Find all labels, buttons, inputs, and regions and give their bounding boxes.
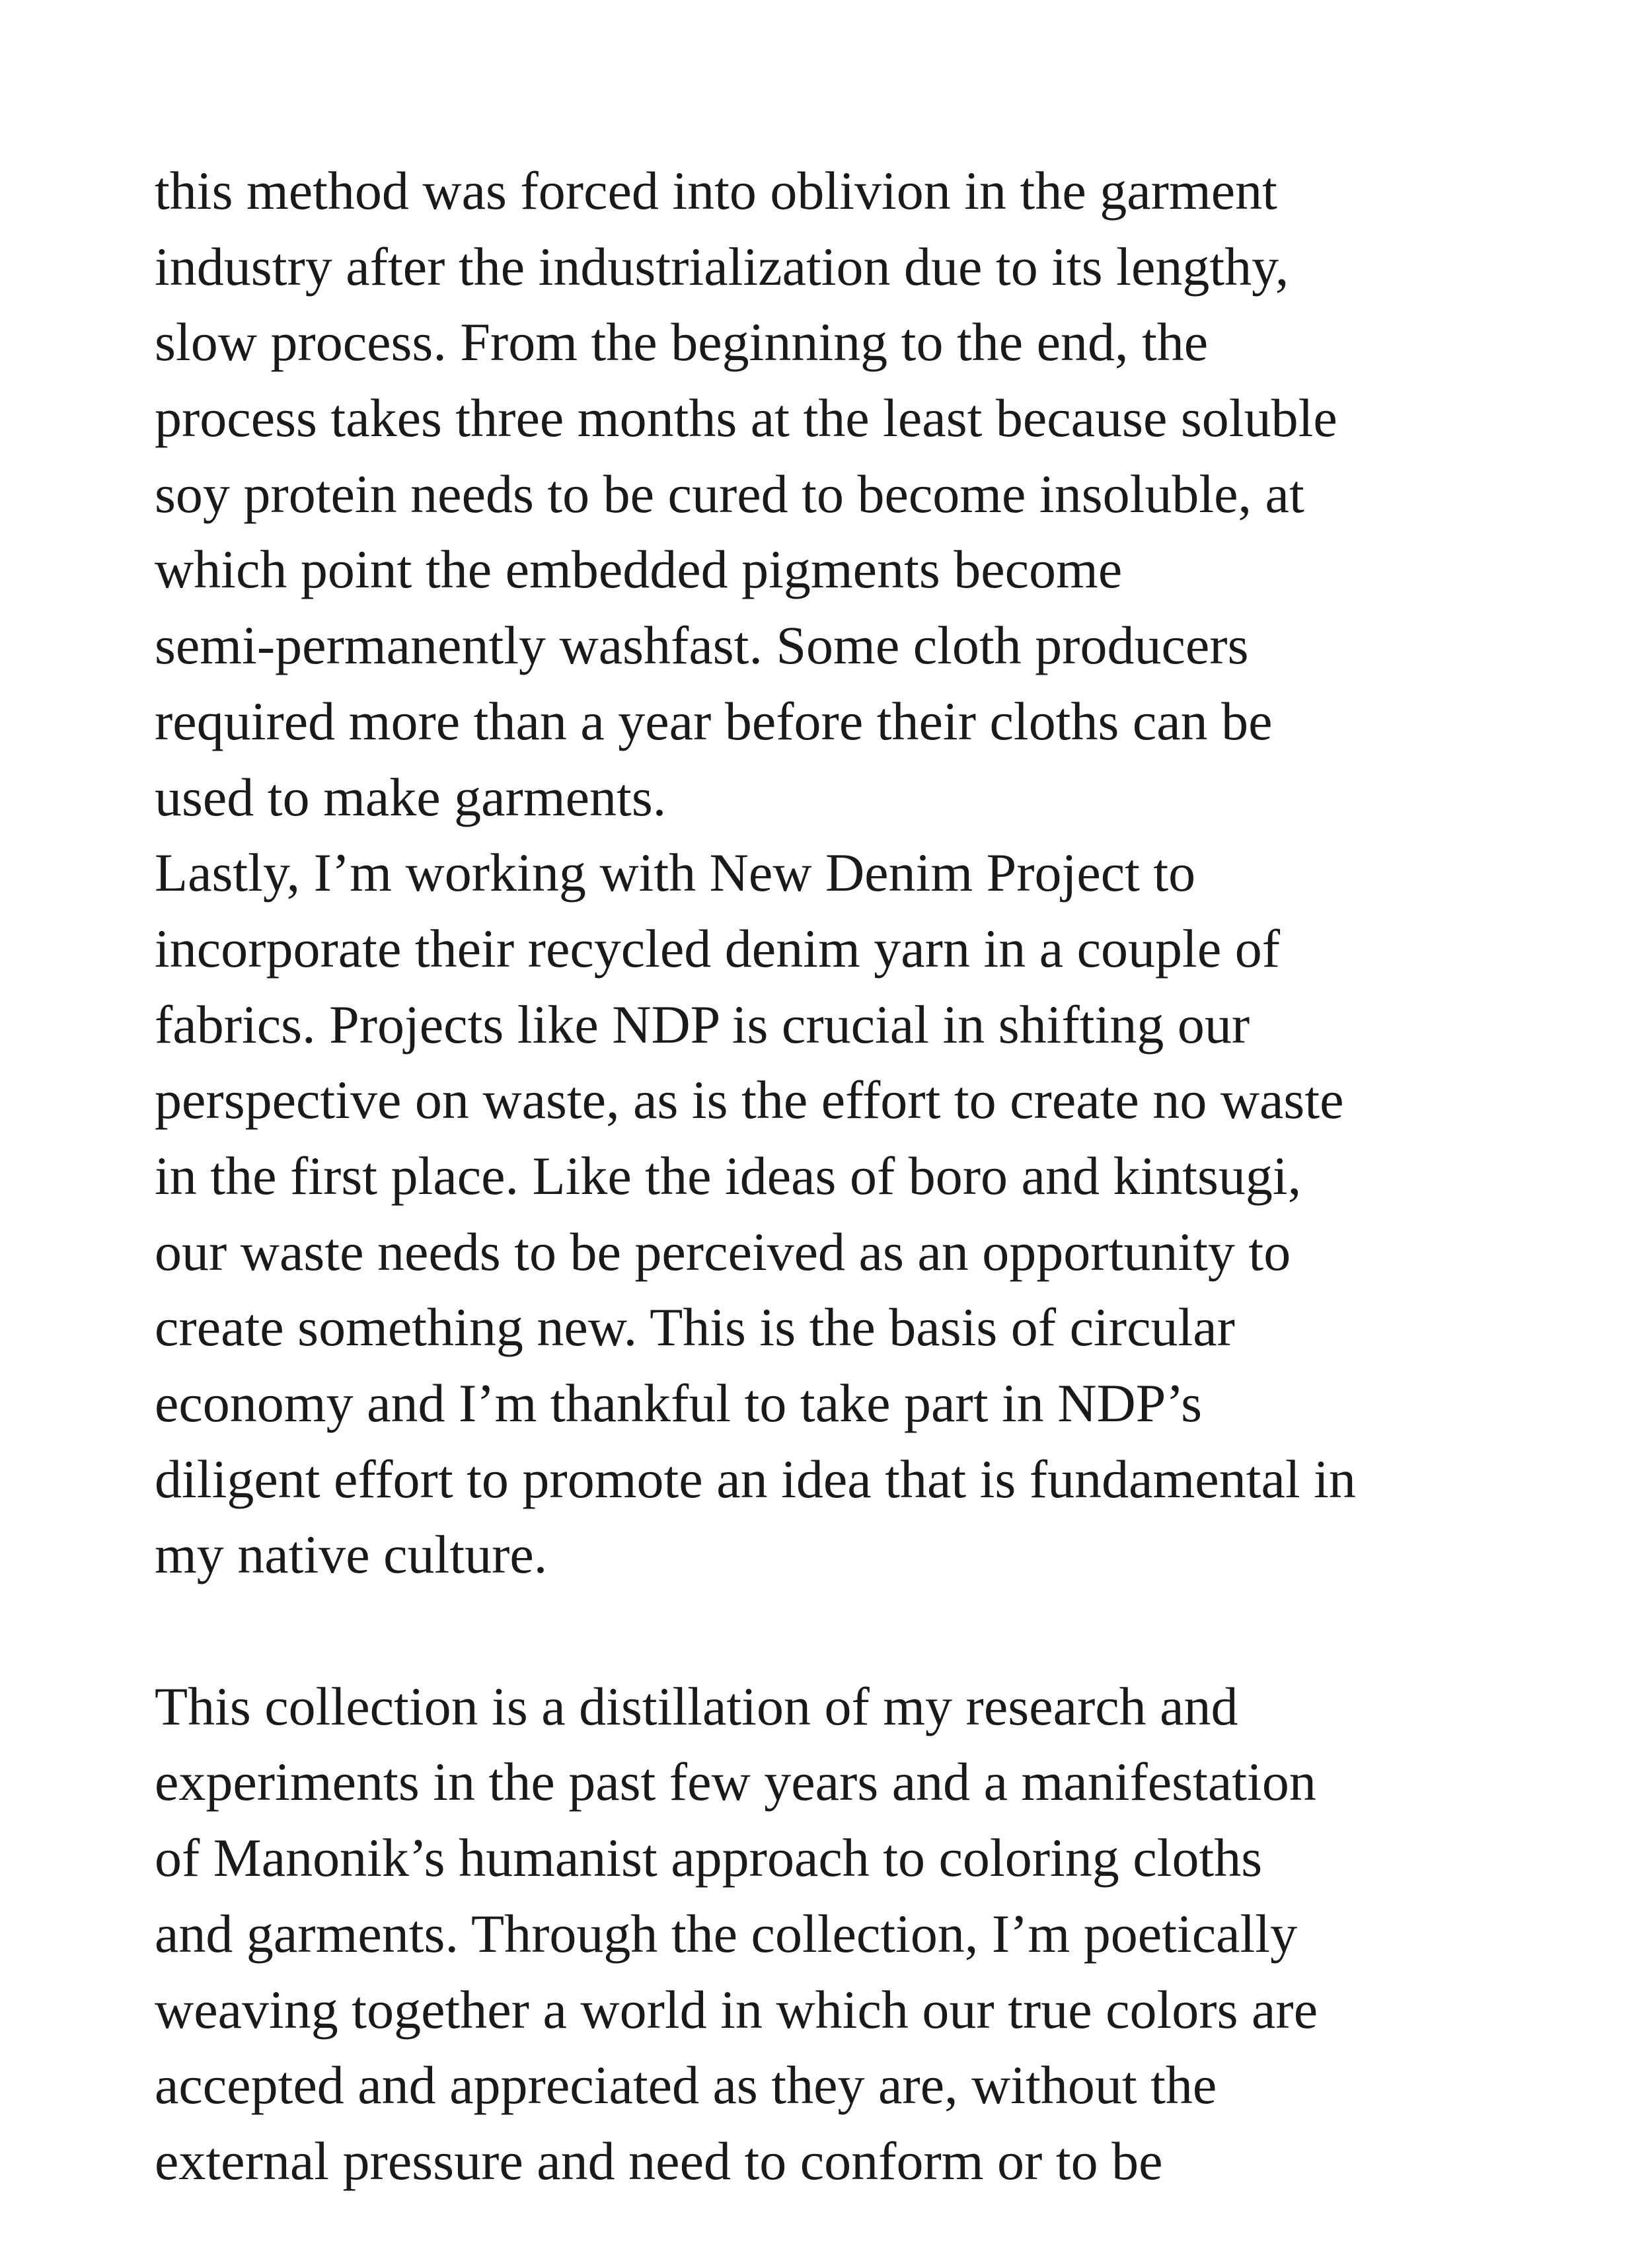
text-line: accepted and appreciated as they are, without the [155, 2055, 1217, 2116]
text-line: which point the embedded pigments become [155, 539, 1123, 600]
text-line: diligent effort to promote an idea that is fundamental in [155, 1448, 1356, 1509]
text-line: industry after the industrialization due to its lengthy, [155, 236, 1289, 297]
text-line: external pressure and need to conform or to be [155, 2130, 1163, 2191]
text-line: economy and I’m thankful to take part in NDP’s [155, 1373, 1202, 1433]
text-line: fabrics. Projects like NDP is crucial in shifting our [155, 994, 1250, 1055]
paragraph-break [155, 1593, 1536, 1669]
body-text [155, 153, 1536, 2200]
text-line: perspective on waste, as is the effort to create no waste [155, 1070, 1344, 1131]
text-line: incorporate their recycled denim yarn in a couple of [155, 918, 1281, 979]
text-line: my native culture. [155, 1524, 548, 1585]
text-line: semi-permanently washfast. Some cloth producers [155, 615, 1249, 676]
text-line: used to make garments. [155, 766, 667, 827]
text-line: soy protein needs to be cured to become insoluble, at [155, 463, 1304, 524]
text-line: this method was forced into oblivion in the garment [155, 161, 1277, 221]
text-line: Lastly, I’m working with New Denim Project to [155, 842, 1196, 903]
text-line: in the first place. Like the ideas of boro and kintsugi, [155, 1145, 1302, 1206]
text-line: slow process. From the beginning to the end, the [155, 312, 1209, 373]
text-line: process takes three months at the least because soluble [155, 388, 1337, 449]
text-line: weaving together a world in which our true colors are [155, 1979, 1318, 2040]
text-line: create something new. This is the basis of circular [155, 1297, 1235, 1358]
text-line: and garments. Through the collection, I’m poetically [155, 1903, 1298, 1964]
text-line: experiments in the past few years and a manifestation [155, 1752, 1316, 1812]
text-line: This collection is a distillation of my research and [155, 1676, 1238, 1736]
text-line: of Manonik’s humanist approach to coloring cloths [155, 1828, 1263, 1888]
text-line: our waste needs to be perceived as an opportunity to [155, 1221, 1291, 1282]
text-line: required more than a year before their cloths can be [155, 690, 1273, 751]
